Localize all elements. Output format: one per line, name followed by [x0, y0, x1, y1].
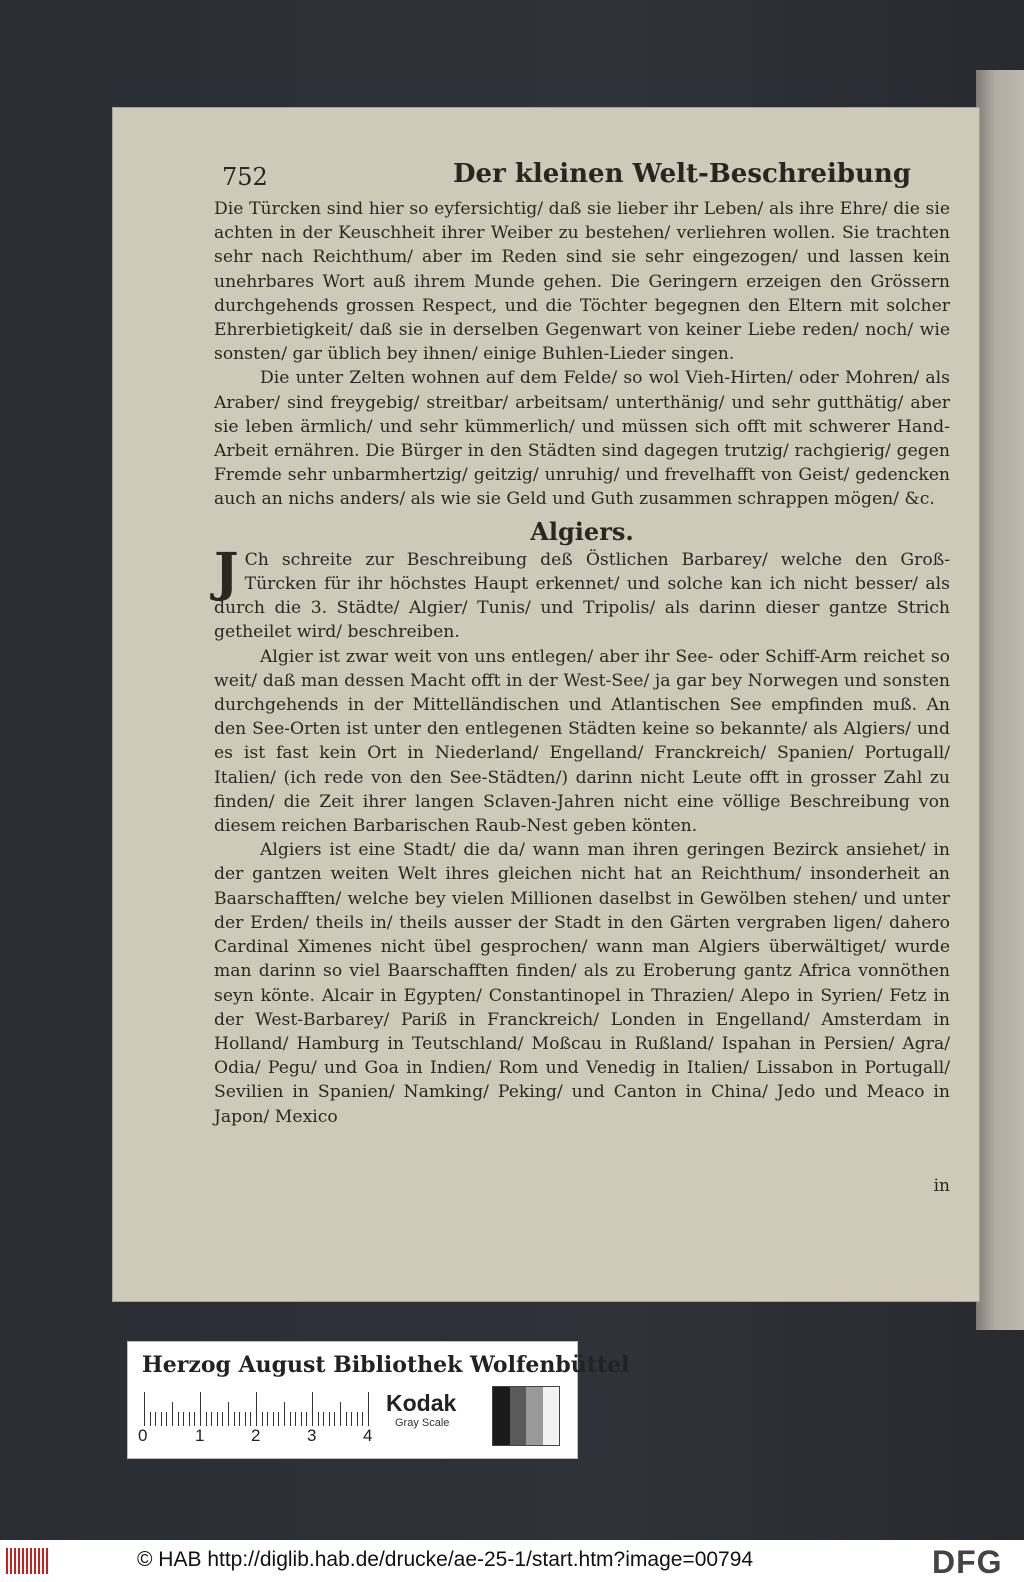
gray-swatch: [510, 1387, 527, 1445]
ruler-number: 0: [138, 1426, 148, 1445]
ruler-tick: [183, 1412, 184, 1426]
section-heading: Algiers.: [530, 516, 634, 546]
ruler-tick: [172, 1402, 173, 1426]
paragraph: Die unter Zelten wohnen auf dem Felde/ so wol Vieh-Hirten/ oder Mohren/ als Araber/ sind freygebig/ streitbar/ arbeitsam/ unterthänig/ und sehr gutthätig/ aber sie leben ärmlich/ und sehr kümmerlich/ und müssen sich offt mit schwerer Hand-Arbeit ernähren. Die Bürger in den Städten sind dagegen trutzig/ rachgierig/ gegen Fremde sehr unbarmhertzig/ geitzig/ unruhig/ und frevelhafft von Geist/ gedencken auch an nichs anders/ als wie sie Geld und Guth zusammen schrappen mögen/ &c.: [214, 368, 950, 510]
drop-cap: J: [214, 541, 239, 603]
ruler-tick: [256, 1392, 257, 1426]
ruler-tick: [278, 1412, 279, 1426]
ruler-number: 3: [307, 1426, 317, 1445]
ruler-numbers: [138, 1426, 398, 1446]
ruler-tick: [368, 1392, 369, 1426]
ruler-tick: [245, 1412, 246, 1426]
ruler-tick: [155, 1412, 156, 1426]
paragraph: [214, 541, 950, 645]
ruler-tick: [166, 1412, 167, 1426]
ruler-tick: [228, 1402, 229, 1426]
ruler-tick: [284, 1402, 285, 1426]
measurement-ruler: [144, 1390, 380, 1426]
color-calibration-card: [127, 1341, 630, 1459]
ruler-number: 4: [363, 1426, 373, 1445]
ruler-tick: [178, 1412, 179, 1426]
ruler-tick: [150, 1412, 151, 1426]
kodak-logo: Kodak: [386, 1390, 457, 1416]
paragraph: Die Türcken sind hier so eyfersichtig/ daß sie lieber ihr Leben/ als ihre Ehre/ die sie achten in der Keuschheit ihrer Weiber zu bestehen/ verliehren wollen. Sie trachten sehr nach Reichthum/ aber im Reden sind sie sehr eingezogen/ und lassen kein unehrbares Wort auß ihrem Munde gehen. Die Geringern erzeigen den Grössern durchgehends grossen Respect, und die Töchter begegnen den Eltern mit solcher Ehrerbietigkeit/ daß sie in derselben Gegenwart von keiner Liebe reden/ noch/ wie sonsten/ gar üblich bey ihnen/ einige Buhlen-Lieder singen.: [214, 199, 950, 365]
ruler-tick: [262, 1412, 263, 1426]
paragraph-text: Ch schreite zur Beschreibung deß Östlichen Barbarey/ welche den Groß-Türcken für ihr höchstes Haupt erkennet/ und solche kan ich nicht besser/ als durch die 3. Städte/ Algier/ Tunis/ und Tripolis/ als darinn dieser gantze Strich getheilet wird/ beschreiben.: [214, 549, 950, 643]
ruler-tick: [161, 1412, 162, 1426]
gray-swatch: [493, 1387, 510, 1445]
paragraph: Algier ist zwar weit von uns entlegen/ aber ihr See- oder Schiff-Arm reichet so weit/ daß man dessen Macht offt in der West-See/ ja gar bey Norwegen und sonsten durchgehends in der Mittelländischen und Atlantischen See empfinden muß. An den See-Orten ist unter den entlegenen Städten keine so bekannte/ als Algiers/ und es ist fast kein Ort in Niederland/ Engelland/ Franckreich/ Spanien/ Portugall/ Italien/ (ich rede von den See-Städten/) darinn nicht Leute offt in grosser Zahl zu finden/ die Zeit ihrer langen Sclaven-Jahren nicht eine völlige Beschreibung von diesem reichen Barbarischen Raub-Nest geben könten.: [214, 646, 950, 837]
ruler-tick: [222, 1412, 223, 1426]
ruler-tick: [329, 1412, 330, 1426]
gray-swatch: [543, 1387, 560, 1445]
ruler-tick: [206, 1412, 207, 1426]
page-header: [222, 159, 962, 199]
gray-scale-label: Gray Scale: [395, 1417, 450, 1429]
ruler-tick: [290, 1412, 291, 1426]
ruler-tick: [239, 1412, 240, 1426]
gray-swatches: [492, 1386, 560, 1446]
ruler-tick: [312, 1392, 313, 1426]
ruler-tick: [295, 1412, 296, 1426]
ruler-number: 2: [251, 1426, 261, 1445]
ruler-tick: [250, 1412, 251, 1426]
catchword: in: [933, 1176, 950, 1196]
ruler-tick: [200, 1392, 201, 1426]
ruler-tick: [211, 1412, 212, 1426]
gray-swatch: [526, 1387, 543, 1445]
adjacent-page-edge: [976, 70, 1024, 1330]
ruler-tick: [306, 1412, 307, 1426]
ruler-tick: [217, 1412, 218, 1426]
ruler-tick: [323, 1412, 324, 1426]
ruler-tick: [234, 1412, 235, 1426]
body-text: [214, 197, 950, 1129]
ruler-tick: [334, 1412, 335, 1426]
book-page: [112, 107, 980, 1302]
ruler-tick: [144, 1392, 145, 1426]
ruler-tick: [351, 1412, 352, 1426]
ruler-tick: [346, 1412, 347, 1426]
ruler-tick: [267, 1412, 268, 1426]
paragraph: Algiers ist eine Stadt/ die da/ wann man ihren geringen Bezirck ansiehet/ in der gantzen weiten Welt ihres gleichen nicht hat an Reichthum/ insonderheit an Baarschafften/ welche bey vielen Millionen daselbst in Gewölben stehen/ und unter der Erden/ theils in/ theils ausser der Stadt in den Gärten vergraben ligen/ dahero Cardinal Ximenes nicht übel gesprochen/ wann man Algiers überwältiget/ wurde man darinn so viel Baarschafften finden/ als zu Eroberung gantz Africa vonnöthen seyn könte. Alcair in Egypten/ Constantinopel in Thrazien/ Alepo in Syrien/ Fetz in der West-Barbarey/ Pariß in Franckreich/ Londen in Engelland/ Amsterdam in Holland/ Hamburg in Teutschland/ Moßcau in Rußland/ Ispahan in Persien/ Agra/ Odia/ Pegu/ und Goa in Indien/ Rom und Venedig in Italien/ Lissabon in Portugall/ Sevilien in Spanien/ Namking/ Peking/ und Canton in China/ Jedo und Meaco in Japon/ Mexico: [214, 840, 950, 1127]
footer-bar: [0, 1540, 1024, 1582]
ruler-tick: [273, 1412, 274, 1426]
hab-barcode-icon: [6, 1548, 48, 1574]
ruler-tick: [318, 1412, 319, 1426]
copyright-url[interactable]: © HAB http://diglib.hab.de/drucke/ae-25-1/start.htm?image=00794: [137, 1548, 754, 1571]
dfg-logo: DFG: [932, 1544, 1003, 1580]
running-title: Der kleinen Welt-Beschreibung: [452, 159, 912, 189]
ruler-tick: [194, 1412, 195, 1426]
ruler-tick: [340, 1402, 341, 1426]
ruler-tick: [301, 1412, 302, 1426]
ruler-tick: [189, 1412, 190, 1426]
ruler-tick: [362, 1412, 363, 1426]
ruler-tick: [357, 1412, 358, 1426]
ruler-number: 1: [195, 1426, 205, 1445]
page-number: 752: [222, 163, 268, 191]
library-name: Herzog August Bibliothek Wolfenbüttel: [142, 1352, 630, 1378]
